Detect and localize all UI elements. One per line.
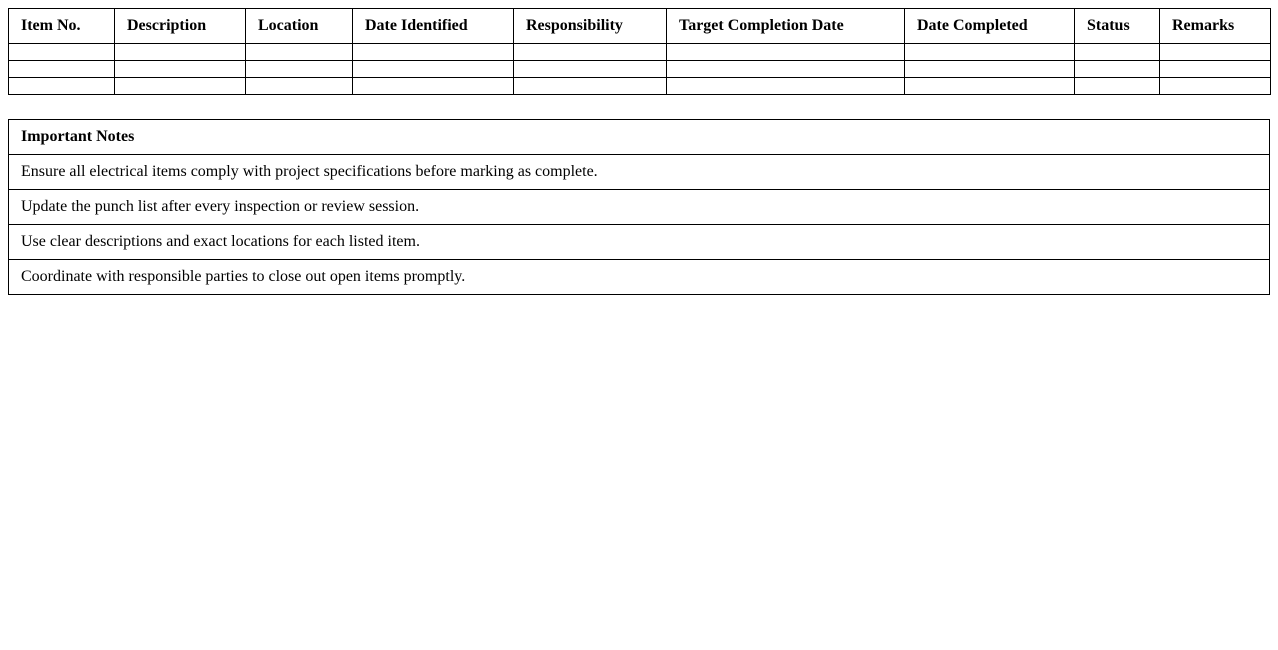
table-cell[interactable] (246, 44, 353, 61)
table-cell[interactable] (905, 61, 1075, 78)
table-row (9, 44, 1271, 61)
table-header-row (9, 9, 1271, 44)
column-header-status: Status (1075, 9, 1160, 44)
table-cell[interactable] (1075, 61, 1160, 78)
table-cell[interactable] (1160, 78, 1271, 95)
table-cell[interactable] (1075, 78, 1160, 95)
table-cell[interactable] (1160, 61, 1271, 78)
column-header-target-completion-date: Target Completion Date (667, 9, 905, 44)
table-cell[interactable] (115, 78, 246, 95)
table-cell[interactable] (667, 61, 905, 78)
notes-title: Important Notes (9, 120, 1270, 155)
notes-header-row (9, 120, 1270, 155)
table-cell[interactable] (353, 44, 514, 61)
table-cell[interactable] (667, 44, 905, 61)
table-cell[interactable] (905, 44, 1075, 61)
note-row (9, 155, 1270, 190)
note-row (9, 260, 1270, 295)
table-cell[interactable] (246, 61, 353, 78)
note-item: Coordinate with responsible parties to close out open items promptly. (9, 260, 1270, 295)
column-header-description: Description (115, 9, 246, 44)
column-header-remarks: Remarks (1160, 9, 1271, 44)
column-header-responsibility: Responsibility (514, 9, 667, 44)
table-cell[interactable] (514, 78, 667, 95)
table-cell[interactable] (353, 61, 514, 78)
column-header-date-identified: Date Identified (353, 9, 514, 44)
column-header-item-no: Item No. (9, 9, 115, 44)
table-cell[interactable] (514, 61, 667, 78)
note-item: Ensure all electrical items comply with project specifications before marking as complete. (9, 155, 1270, 190)
table-cell[interactable] (1160, 44, 1271, 61)
table-cell[interactable] (9, 78, 115, 95)
note-row (9, 225, 1270, 260)
table-cell[interactable] (246, 78, 353, 95)
punch-list-table (8, 8, 1271, 95)
table-row (9, 61, 1271, 78)
table-cell[interactable] (115, 61, 246, 78)
column-header-date-completed: Date Completed (905, 9, 1075, 44)
table-cell[interactable] (1075, 44, 1160, 61)
note-item: Update the punch list after every inspection or review session. (9, 190, 1270, 225)
table-cell[interactable] (905, 78, 1075, 95)
note-item: Use clear descriptions and exact locations for each listed item. (9, 225, 1270, 260)
table-cell[interactable] (9, 44, 115, 61)
table-cell[interactable] (9, 61, 115, 78)
important-notes-table (8, 119, 1270, 295)
column-header-location: Location (246, 9, 353, 44)
table-cell[interactable] (667, 78, 905, 95)
table-cell[interactable] (514, 44, 667, 61)
table-row (9, 78, 1271, 95)
table-cell[interactable] (353, 78, 514, 95)
table-cell[interactable] (115, 44, 246, 61)
note-row (9, 190, 1270, 225)
